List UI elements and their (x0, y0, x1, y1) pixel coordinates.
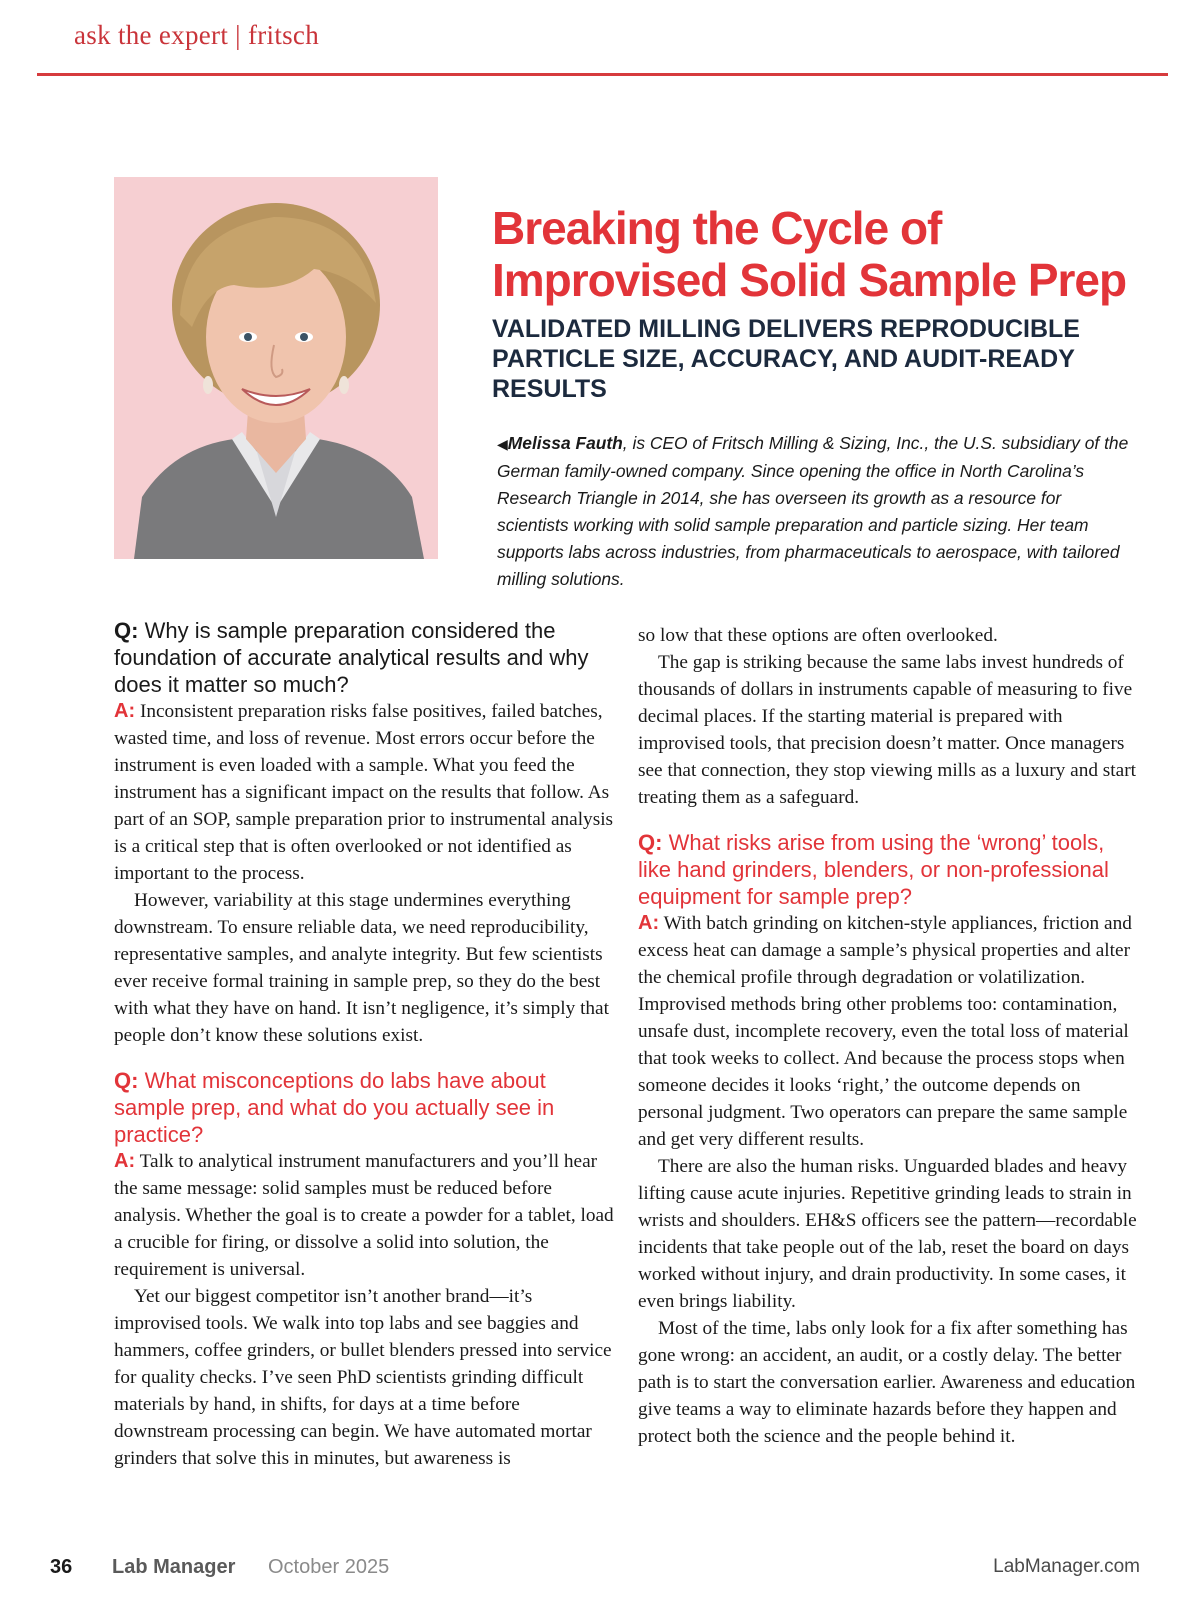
header-divider (37, 73, 1168, 76)
article-subtitle: VALIDATED MILLING DELIVERS REPRODUCIBLE PARTICLE SIZE, ACCURACY, AND AUDIT-READY RESULTS (492, 315, 1080, 403)
answer-3-paragraph-3: Most of the time, labs only look for a fix after something has gone wrong: an accident, an audit, or a costly delay. The better path is to start the conversation earlier. Awareness and education give teams a way to eliminate hazards before they happen and protect both the science and the people behind it. (638, 1318, 1136, 1447)
answer-1-text-1: Inconsistent preparation risks false positives, failed batches, wasted time, and loss of revenue. Most errors occur before the instrument is even loaded with a sample. What you feed the instrument has a significant impact on the results that follow. As part of an SOP, sample preparation prior to instrumental analysis is a critical step that is often overlooked or not identified as important to the process. (114, 701, 614, 884)
article-title: Breaking the Cycle of Improvised Solid Sample Prep (492, 202, 1127, 306)
answer-1-paragraph-1 (114, 698, 614, 887)
page-footer (50, 1556, 1140, 1586)
answer-label: A: (638, 912, 660, 934)
magazine-name: Lab Manager (112, 1556, 236, 1578)
answer-3-paragraph-2: There are also the human risks. Unguarded blades and heavy lifting cause acute injuries. Repetitive grinding leads to strain in wrists and shoulders. EH&S officers see the pattern—recordable incidents that take people out of the lab, reset the board on days worked without injury, and drain productivity. In some cases, it even brings liability. (638, 1156, 1137, 1312)
question-2 (114, 1067, 614, 1148)
answer-2-text-1: Talk to analytical instrument manufacturers and you’ll hear the same message: solid samples must be reduced before analysis. Whether the goal is to create a powder for a tablet, load a crucible for firing, or dissolve a solid into solution, the requirement is universal. (114, 1151, 614, 1280)
question-1 (114, 617, 614, 698)
left-triangle-icon: ◀ (497, 436, 508, 452)
answer-3-text-1: With batch grinding on kitchen-style appliances, friction and excess heat can damage a sample’s physical properties and alter the chemical profile through degradation or volatilization. Improvised methods bring other problems too: contamination, unsafe dust, incomplete recovery, even the total loss of material that took weeks to collect. And because the process stops when someone decides it looks ‘right,’ the outcome depends on personal judgment. Two operators can prepare the same sample and get very different results. (638, 913, 1132, 1150)
issue-date: October 2025 (268, 1556, 390, 1578)
question-3-text: What risks arise from using the ‘wrong’ tools, like hand grinders, blenders, or non-professional equipment for sample prep? (638, 830, 1109, 909)
answer-label: A: (114, 1150, 136, 1172)
website-link[interactable]: LabManager.com (993, 1556, 1140, 1577)
page-number: 36 (50, 1556, 73, 1578)
question-3 (638, 829, 1138, 910)
answer-3-paragraph-1 (638, 910, 1138, 1153)
answer-2-paragraph-1 (114, 1148, 614, 1283)
author-bio (497, 430, 1137, 593)
left-column (114, 617, 614, 1472)
right-column (638, 622, 1138, 1450)
question-label: Q: (114, 618, 139, 643)
answer-2-paragraph-2: Yet our biggest competitor isn’t another brand—it’s improvised tools. We walk into top labs and see baggies and hammers, coffee grinders, or bullet blenders pressed into service for quality checks. I’ve seen PhD scientists grinding difficult materials by hand, in shifts, for days at a time before downstream processing can begin. We have automated mortar grinders that solve this in minutes, but awareness is (114, 1286, 612, 1469)
author-bio-text: , is CEO of Fritsch Milling & Sizing, Inc., the U.S. subsidiary of the German family-owned company. Since opening the office in North Carolina’s Research Triangle in 2014, she has overseen its growth as a resource for scientists working with solid sample preparation and particle sizing. Her team supports labs across industries, from pharmaceuticals to aerospace, with tailored milling solutions. (497, 433, 1129, 589)
answer-2-paragraph-3: so low that these options are often overlooked. (638, 625, 998, 646)
question-label: Q: (638, 830, 663, 855)
question-2-text: What misconceptions do labs have about sample prep, and what do you actually see in practice? (114, 1068, 555, 1147)
answer-label: A: (114, 700, 136, 722)
answer-2-paragraph-4: The gap is striking because the same labs invest hundreds of thousands of dollars in instruments capable of measuring to five decimal places. If the starting material is prepared with improvised tools, that precision doesn’t matter. Once managers see that connection, they stop viewing mills as a luxury and start treating them as a safeguard. (638, 652, 1136, 808)
question-1-text: Why is sample preparation considered the foundation of accurate analytical results and why does it matter so much? (114, 618, 589, 697)
author-portrait (114, 177, 438, 559)
question-label: Q: (114, 1068, 139, 1093)
answer-1-paragraph-2: However, variability at this stage undermines everything downstream. To ensure reliable data, we need reproducibility, representative samples, and analyte integrity. But few scientists ever receive formal training in sample prep, so they do the best with what they have on hand. It isn’t negligence, it’s simply that people don’t know these solutions exist. (114, 890, 609, 1046)
section-header: ask the expert | fritsch (74, 20, 320, 50)
author-name: Melissa Fauth (507, 433, 623, 453)
